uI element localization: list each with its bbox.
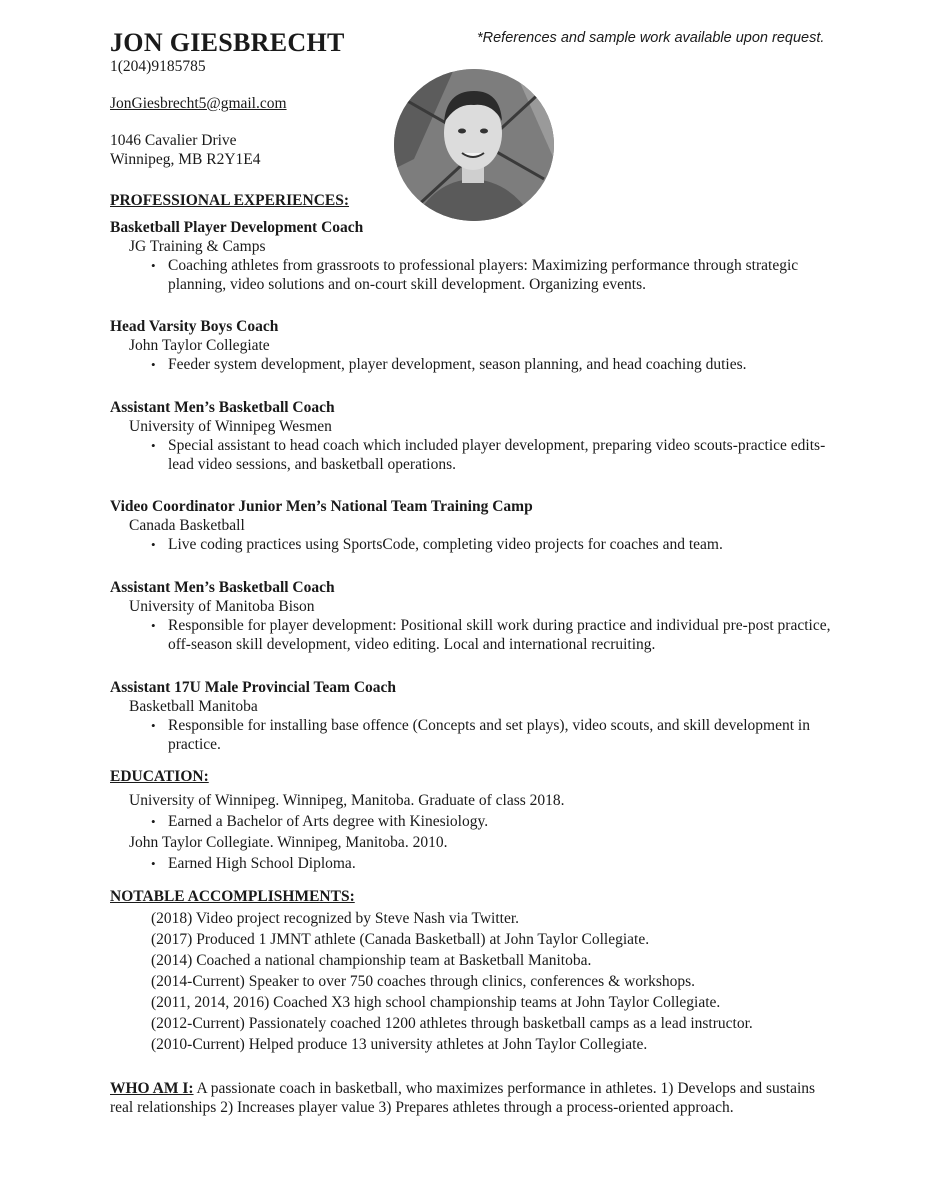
job-description: • Feeder system development, player development, season planning, and head coaching duties. <box>110 355 850 374</box>
who-am-i-paragraph <box>110 1079 835 1117</box>
job-title: Head Varsity Boys Coach <box>110 318 279 335</box>
job-entry <box>110 497 850 554</box>
accomplishment-item: (2011, 2014, 2016) Coached X3 high school championship teams at John Taylor Collegiate. <box>151 994 721 1011</box>
job-entry <box>110 218 850 294</box>
job-description: • Coaching athletes from grassroots to professional players: Maximizing performance through strategic planning, video solutions and on-court skill development. Organizing events. <box>110 256 850 294</box>
accomplishment-item: (2017) Produced 1 JMNT athlete (Canada Basketball) at John Taylor Collegiate. <box>151 931 650 948</box>
education-detail: • Earned High School Diploma. <box>110 853 850 874</box>
job-description: • Special assistant to head coach which included player development, preparing video scouts-practice edits-lead video sessions, and basketball operations. <box>110 436 850 474</box>
section-heading-accomplishments: NOTABLE ACCOMPLISHMENTS: <box>110 888 355 905</box>
education-school: University of Winnipeg. Winnipeg, Manitoba. Graduate of class 2018. <box>129 792 565 809</box>
address-street: 1046 Cavalier Drive <box>110 132 237 149</box>
accomplishment-item: (2014) Coached a national championship team at Basketball Manitoba. <box>151 952 592 969</box>
who-am-i-text: A passionate coach in basketball, who maximizes performance in athletes. 1) Develops and sustains real relationships 2) Increases player value 3) Prepares athletes through a process-oriented approach. <box>110 1080 816 1116</box>
job-description: • Responsible for player development: Positional skill work during practice and individual pre-post practice, off-season skill development, video editing. Local and international recruiting. <box>110 616 850 654</box>
section-heading-education: EDUCATION: <box>110 768 209 785</box>
job-title: Video Coordinator Junior Men’s National Team Training Camp <box>110 498 533 515</box>
job-entry <box>110 678 850 754</box>
who-am-i-label: WHO AM I: <box>110 1080 194 1097</box>
education-school: John Taylor Collegiate. Winnipeg, Manitoba. 2010. <box>129 834 448 851</box>
address <box>110 131 261 169</box>
job-organization: Basketball Manitoba <box>129 698 258 715</box>
job-organization: University of Manitoba Bison <box>129 598 315 615</box>
job-title: Assistant Men’s Basketball Coach <box>110 579 335 596</box>
candidate-name: JON GIESBRECHT <box>110 28 345 57</box>
job-description: • Live coding practices using SportsCode, completing video projects for coaches and team. <box>110 535 850 554</box>
accomplishment-item: (2010-Current) Helped produce 13 university athletes at John Taylor Collegiate. <box>151 1036 648 1053</box>
job-entry <box>110 317 850 374</box>
references-note: *References and sample work available upon request. <box>477 30 825 46</box>
job-title: Assistant Men’s Basketball Coach <box>110 399 335 416</box>
email-link[interactable]: JonGiesbrecht5@gmail.com <box>110 95 287 112</box>
accomplishment-item: (2018) Video project recognized by Steve Nash via Twitter. <box>151 910 520 927</box>
job-organization: Canada Basketball <box>129 517 245 534</box>
section-heading-experience: PROFESSIONAL EXPERIENCES: <box>110 192 350 209</box>
portrait-illustration <box>394 69 554 221</box>
job-description: • Responsible for installing base offence (Concepts and set plays), video scouts, and skill development in practice. <box>110 716 850 754</box>
job-title: Basketball Player Development Coach <box>110 219 364 236</box>
job-title: Assistant 17U Male Provincial Team Coach <box>110 679 397 696</box>
job-organization: University of Winnipeg Wesmen <box>129 418 332 435</box>
job-organization: John Taylor Collegiate <box>129 337 270 354</box>
education-detail: • Earned a Bachelor of Arts degree with Kinesiology. <box>110 811 850 832</box>
profile-photo <box>394 69 554 221</box>
accomplishment-item: (2012-Current) Passionately coached 1200 athletes through basketball camps as a lead instructor. <box>151 1015 753 1032</box>
education-list <box>110 790 850 874</box>
address-city: Winnipeg, MB R2Y1E4 <box>110 151 261 168</box>
job-entry <box>110 578 850 654</box>
job-entry <box>110 398 850 474</box>
phone-number: 1(204)9185785 <box>110 58 206 75</box>
accomplishments-list <box>151 908 753 1055</box>
accomplishment-item: (2014-Current) Speaker to over 750 coaches through clinics, conferences & workshops. <box>151 973 696 990</box>
job-organization: JG Training & Camps <box>129 238 266 255</box>
